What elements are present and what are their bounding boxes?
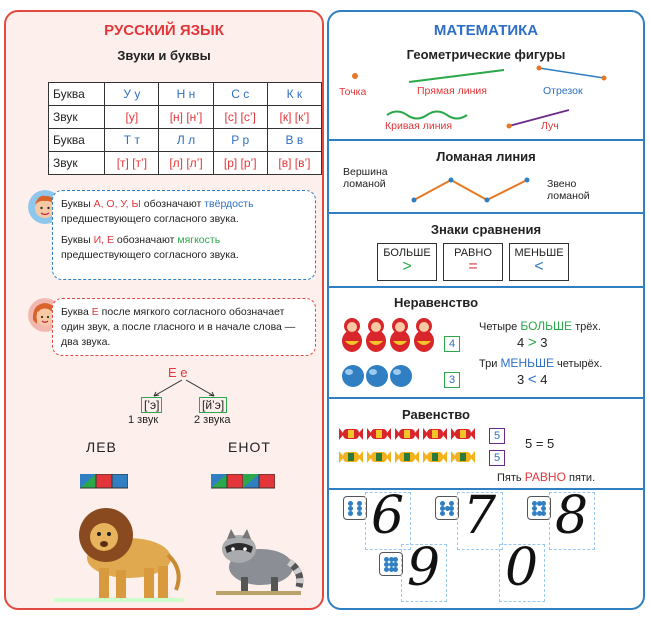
compare-label: РАВНО <box>454 247 492 259</box>
letter-cell: Т т <box>105 129 159 152</box>
count-four: 4 <box>444 336 460 352</box>
geo-title: Геометрические фигуры <box>406 47 566 62</box>
letter-cell: С с <box>213 83 267 106</box>
equality-expr: 5 = 5 <box>525 436 555 451</box>
number: 3 <box>517 372 525 387</box>
dice-icon <box>527 496 551 520</box>
rule-text: Буквы <box>61 198 91 210</box>
sound1: [’э] <box>141 397 162 413</box>
two-sounds-label: 2 звука <box>194 414 231 426</box>
count-five-yellow: 5 <box>489 450 505 466</box>
sentence-text: Четыре <box>479 321 518 333</box>
sound-cell: [у] <box>105 106 159 129</box>
inequality-expr-1 <box>517 334 547 351</box>
sound-cell: [р] [р’] <box>213 152 267 175</box>
sound-cell: [в] [в’] <box>267 152 321 175</box>
number: 3 <box>540 335 548 350</box>
ray-label: Луч <box>541 120 559 132</box>
softness-word: мягкость <box>177 234 221 246</box>
rule-text: Буквы <box>61 234 91 246</box>
section-subtitle: Звуки и буквы <box>117 48 211 63</box>
polyline-title: Ломаная линия <box>436 149 536 164</box>
dice-icon <box>343 496 367 520</box>
dice-pip <box>393 567 398 572</box>
sound2: [й’э] <box>199 397 227 413</box>
line-label: Прямая линия <box>417 85 487 97</box>
inequality-title: Неравенство <box>393 295 479 310</box>
one-sound-transcription <box>141 398 162 412</box>
digit-7: 7 <box>463 486 497 546</box>
letter-cell: Р р <box>213 129 267 152</box>
one-sound-label: 1 звук <box>128 414 159 426</box>
rule-text: предшествующего согласного звука. <box>61 249 239 261</box>
dice-icon <box>379 552 403 576</box>
polyline-figure <box>409 172 539 208</box>
sound-cell: [н] [н’] <box>159 106 213 129</box>
rule-text: обозначают <box>116 234 175 246</box>
hardness-softness-rule <box>52 190 316 280</box>
segment-label: Отрезок <box>543 85 583 97</box>
rule-text: обозначают <box>143 198 202 210</box>
divider <box>329 397 643 399</box>
inequality-expr-2 <box>517 371 547 388</box>
letter-cell: В в <box>267 129 321 152</box>
compare-sign-box <box>443 243 503 281</box>
dice-pip <box>357 511 362 516</box>
less-word: МЕНЬШЕ <box>500 356 554 370</box>
line-mark <box>409 70 504 82</box>
compare-sign-box <box>377 243 437 281</box>
raccoon-picture <box>211 517 306 597</box>
digit-0: 0 <box>505 538 539 598</box>
row-label: Буква <box>49 129 105 152</box>
count-five-red: 5 <box>489 428 505 444</box>
curve-label: Кривая линия <box>385 120 453 132</box>
row-label: Буква <box>49 83 105 106</box>
letter-cell: Л л <box>159 129 213 152</box>
word-lev: ЛЕВ <box>86 439 117 455</box>
softness-rule <box>61 233 307 263</box>
digit-9: 9 <box>407 538 441 598</box>
hardness-word: твёрдость <box>204 198 254 210</box>
greater-sign: > <box>527 334 537 351</box>
two-sounds-transcription <box>199 398 227 412</box>
sound-cell: [к] [к’] <box>267 106 321 129</box>
sentence-text: четырёх. <box>557 358 603 370</box>
number: 4 <box>517 335 525 350</box>
russian-panel <box>4 10 324 610</box>
word-enot: ЕНОТ <box>228 439 271 455</box>
divider <box>329 286 643 288</box>
table-row <box>49 83 322 106</box>
enot-sound-scheme <box>211 474 275 490</box>
lion-picture <box>44 500 194 608</box>
compare-label: МЕНЬШЕ <box>514 247 564 259</box>
letter-cell: У у <box>105 83 159 106</box>
point-mark <box>352 73 358 79</box>
letter-e: Е <box>91 306 99 318</box>
less-sign: < <box>527 371 537 388</box>
sound-cell: [л] [л’] <box>159 152 213 175</box>
candies <box>339 426 479 472</box>
count-three: 3 <box>444 372 460 388</box>
point-label: Точка <box>339 86 367 98</box>
compare-title: Знаки сравнения <box>430 222 542 237</box>
digit-8: 8 <box>555 486 589 546</box>
vowels-hard: А, О, У, Ы <box>93 198 141 210</box>
dice-icon <box>435 496 459 520</box>
hardness-rule <box>61 197 307 227</box>
sentence-text: трёх. <box>575 321 601 333</box>
number: 4 <box>540 372 548 387</box>
panel-title: РУССКИЙ ЯЗЫК <box>104 22 224 39</box>
rule-text: Буква <box>61 306 89 318</box>
sound-cell: [с] [с’] <box>213 106 267 129</box>
balls <box>341 364 413 388</box>
equality-title: Равенство <box>402 407 470 422</box>
vowels-soft: И, Е <box>93 234 114 246</box>
rule-text: после мягкого согласного обозначает один звук, а после гласного и в начале слова — два звука. <box>61 306 296 348</box>
dice-pip <box>440 511 445 516</box>
sound-cell: [т] [т’] <box>105 152 159 175</box>
compare-sign: = <box>468 258 478 275</box>
row-label: Звук <box>49 152 105 175</box>
divider <box>329 212 643 214</box>
dice-pip <box>348 511 353 516</box>
dice-pip <box>449 511 454 516</box>
letters-sounds-table <box>48 82 322 175</box>
sentence-text: Три <box>479 358 498 370</box>
link-label: Звено ломаной <box>547 178 590 202</box>
letter-e-rule <box>52 298 316 356</box>
inequality-sentence-2 <box>479 356 602 370</box>
compare-label: БОЛЬШЕ <box>383 247 431 259</box>
compare-sign-box <box>509 243 569 281</box>
math-panel <box>327 10 645 610</box>
letter-e-pair: Е е <box>168 365 188 380</box>
digit-6: 6 <box>371 486 405 546</box>
compare-sign: < <box>534 258 544 275</box>
equal-word: РАВНО <box>524 470 566 484</box>
letter-cell: К к <box>267 83 321 106</box>
row-label: Звук <box>49 106 105 129</box>
matryoshka-dolls <box>341 317 437 353</box>
vertex-label: Вершина ломаной <box>343 166 388 190</box>
lev-sound-scheme <box>80 474 128 490</box>
table-row <box>49 129 322 152</box>
table-row <box>49 106 322 129</box>
sentence-text: Пять <box>497 472 522 484</box>
equality-sentence <box>497 470 595 484</box>
compare-sign: > <box>402 258 412 275</box>
inequality-sentence-1 <box>479 319 601 333</box>
rule-text: предшествующего согласного звука. <box>61 213 239 225</box>
panel-title: МАТЕМАТИКА <box>433 22 539 39</box>
sentence-text: пяти. <box>568 472 596 484</box>
table-row <box>49 152 322 175</box>
dice-pip <box>541 511 546 516</box>
divider <box>329 139 643 141</box>
greater-word: БОЛЬШЕ <box>520 319 573 333</box>
letter-cell: Н н <box>159 83 213 106</box>
geo-figures <box>329 62 645 142</box>
